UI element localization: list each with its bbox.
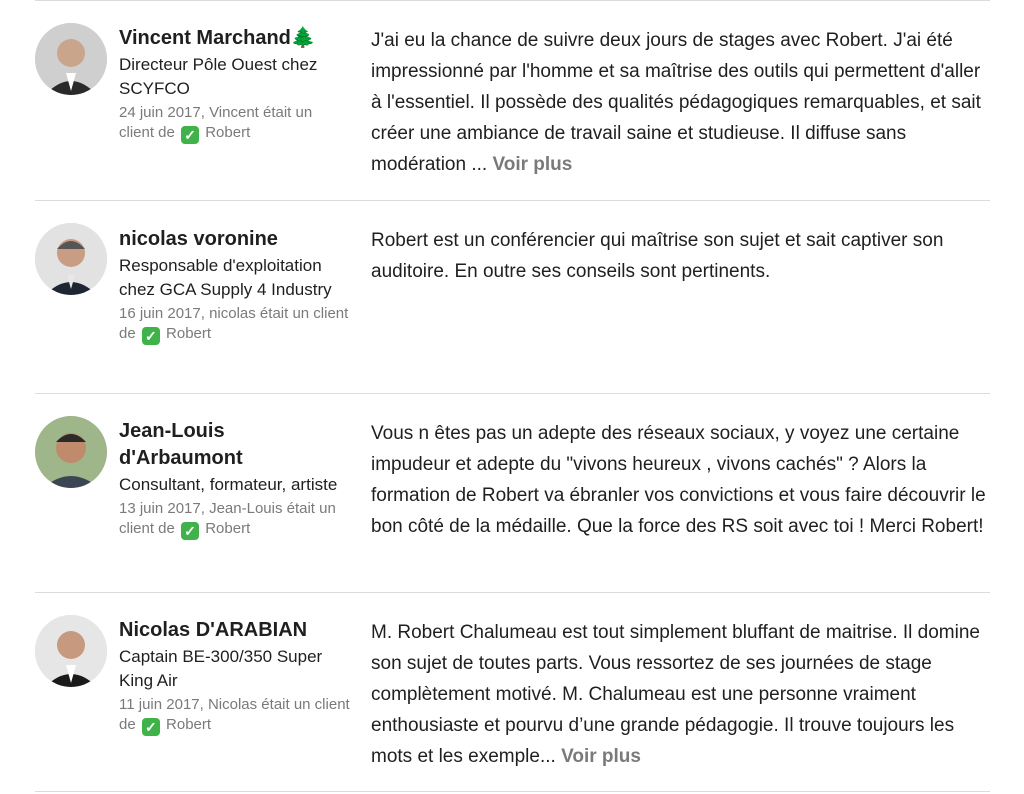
reviewer-title: Captain BE-300/350 Super King Air — [119, 647, 323, 690]
recommendation-text: Vous n êtes pas un adepte des réseaux sociaux, y voyez une certaine impudeur et adepte du "vivons heureux , vivons cachés" ? Alors la formation de Robert va ébranler vos convictions et vous faire découvrir le bon côté de la médaille. Que la force des RS soit avec toi ! Merci Robert! — [371, 423, 986, 537]
reviewer-title: Consultant, formateur, artiste — [119, 475, 338, 494]
see-more-link[interactable]: Voir plus — [561, 746, 641, 767]
check-icon: ✓ — [142, 718, 160, 736]
reviewer-title: Directeur Pôle Ouest chez SCYFCO — [119, 55, 318, 98]
recommendation-meta: 24 juin 2017, Vincent était un client de ✓ Robert — [119, 104, 313, 143]
avatar[interactable] — [35, 416, 107, 488]
reviewer-name[interactable]: Nicolas D'ARABIAN — [119, 619, 308, 641]
check-icon: ✓ — [181, 126, 199, 144]
target-name[interactable]: Robert — [166, 325, 212, 342]
target-name[interactable]: Robert — [205, 520, 251, 537]
check-icon: ✓ — [142, 327, 160, 345]
recommendation-item — [35, 0, 990, 201]
target-name[interactable]: Robert — [205, 124, 251, 141]
target-name[interactable]: Robert — [166, 716, 212, 733]
recommendation-item — [35, 393, 990, 593]
recommendation-meta: 11 juin 2017, Nicolas était un client de ✓ Robert — [119, 696, 350, 735]
recommendation-meta: 13 juin 2017, Jean-Louis était un client de ✓ Robert — [119, 500, 336, 539]
recommendation-text: J'ai eu la chance de suivre deux jours de stages avec Robert. J'ai été impressionné par l'homme et sa maîtrise des outils qui permettent d'aller à l'essentiel. Il possède des qualités pédagogiques remarquables, et sait créer une ambiance de travail saine et studieuse. Il diffuse sans modération ... Voir plus — [371, 30, 981, 175]
reviewer-name[interactable]: Jean-Louis d'Arbaumont — [119, 420, 243, 469]
check-icon: ✓ — [181, 522, 199, 540]
recommendation-item — [35, 200, 990, 394]
recommendation-meta: 16 juin 2017, nicolas était un client de ✓ Robert — [119, 305, 349, 344]
recommendation-text: Robert est un conférencier qui maîtrise son sujet et sait captiver son auditoire. En outre ses conseils sont pertinents. — [371, 230, 944, 282]
avatar[interactable] — [35, 223, 107, 295]
reviewer-name[interactable]: nicolas voronine — [119, 228, 278, 250]
recommendation-item — [35, 592, 990, 792]
avatar[interactable] — [35, 615, 107, 687]
reviewer-name[interactable]: Vincent Marchand🌲 — [119, 27, 316, 49]
see-more-link[interactable]: Voir plus — [492, 154, 573, 175]
reviewer-title: Responsable d'exploitation chez GCA Supply 4 Industry — [119, 256, 332, 299]
tree-emoji: 🌲 — [290, 27, 316, 49]
recommendation-text: M. Robert Chalumeau est tout simplement bluffant de maitrise. Il domine son sujet de toutes parts. Vous ressortez de ses journées de stage complètement motivé. M. Chalumeau est une personne vraiment enthousiaste et pourvu d’une grande pédagogie. Il trouve toujours les mots et les exemple... Voir plus — [371, 622, 980, 767]
avatar[interactable] — [35, 23, 107, 95]
